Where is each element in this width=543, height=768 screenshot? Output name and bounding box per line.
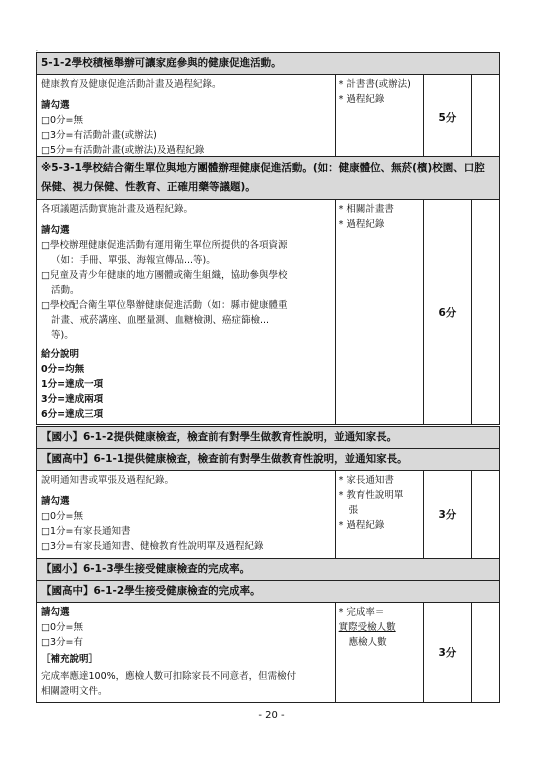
section-header: 5-1-2學校積極舉辦可讓家庭參與的健康促進活動。 (37, 53, 500, 75)
evidence-item: * 過程紀錄 (338, 94, 385, 105)
section-header-secondary: 【國高中】6-1-1提供健康檢查，檢查前有對學生做教育性說明，並通知家長。 (37, 449, 500, 471)
document-requirement: 說明通知書或單張及過程紀錄。 (41, 475, 175, 486)
evidence-item: * 相關計畫書 (338, 204, 394, 215)
check-heading: 請勾選 (41, 607, 70, 618)
evidence-item: * 過程紀錄 (338, 219, 385, 230)
evidence-cell (335, 75, 423, 161)
evidence-cell (335, 603, 423, 703)
supplement-text: 相關證明文件。 (41, 686, 108, 697)
option-item[interactable]: □0分=無 (41, 511, 83, 522)
rating-cell[interactable] (471, 603, 499, 703)
evidence-item: * 教育性說明單 (338, 490, 404, 501)
criteria-table-1 (36, 52, 500, 161)
criteria-table-2 (36, 156, 500, 425)
option-item[interactable]: □3分=有家長通知書、健檢教育性說明單及過程紀錄 (41, 541, 264, 552)
evidence-item: * 過程紀錄 (338, 520, 385, 531)
option-item[interactable]: □5分=有活動計畫(或辦法)及過程紀錄 (41, 145, 205, 156)
rating-cell[interactable] (471, 471, 499, 559)
option-item-cont: （如：手冊、單張、海報宣傳品...等)。 (51, 255, 216, 266)
option-item[interactable]: □1分=有家長通知書 (41, 526, 131, 537)
option-item[interactable]: □兒童及青少年健康的地方團體或衛生組織，協助參與學校 (41, 270, 288, 281)
supplement-heading: ［補充說明］ (41, 654, 99, 665)
criteria-table-3 (36, 426, 500, 703)
page-mark: . (36, 46, 38, 53)
option-item-cont: 計畫、戒菸講座、血壓量測、血糖檢測、癌症篩檢... (51, 315, 270, 326)
option-item[interactable]: □3分=有活動計畫(或辦法) (41, 130, 157, 141)
section-header-secondary: 【國高中】6-1-2學生接受健康檢查的完成率。 (37, 581, 500, 603)
document-requirement: 健康教育及健康促進活動計畫及過程紀錄。 (41, 79, 222, 90)
option-item[interactable]: □3分=有 (41, 637, 83, 648)
option-item[interactable]: □0分=無 (41, 622, 83, 633)
supplement-text: 完成率應達100%，應檢人數可扣除家長不同意者，但需檢付 (41, 671, 297, 682)
check-heading: 請勾選 (41, 496, 70, 507)
criteria-cell (37, 603, 336, 703)
page-number: - 20 - (258, 710, 285, 721)
evidence-item: * 計書書(或辦法) (338, 79, 411, 90)
option-item-cont: 活動。 (51, 285, 80, 296)
evidence-cell (335, 471, 423, 559)
rating-cell[interactable] (471, 75, 499, 161)
scoring-item: 6分=達成三項 (41, 409, 104, 420)
section-header-line: 保健、視力保健、性教育、正確用藥等議題)。 (41, 181, 256, 193)
section-header-elementary: 【國小】6-1-3學生接受健康檢查的完成率。 (37, 559, 500, 581)
option-item-cont: 等)。 (51, 330, 74, 341)
section-header-elementary: 【國小】6-1-2提供健康檢查，檢查前有對學生做教育性說明，並通知家長。 (37, 427, 500, 449)
check-heading: 請勾選 (41, 225, 70, 236)
completion-rate-label: * 完成率＝ (338, 607, 385, 618)
check-heading: 請勾選 (41, 100, 70, 111)
rating-cell[interactable] (471, 200, 499, 425)
criteria-cell (37, 75, 336, 161)
criteria-cell (37, 200, 336, 425)
option-item[interactable]: □學校配合衛生單位舉辦健康促進活動（如：縣市健康體重 (41, 300, 288, 311)
scoring-item: 3分=達成兩項 (41, 394, 104, 405)
evidence-item-cont: 張 (348, 505, 359, 516)
score-cell: 5分 (423, 75, 471, 161)
document-requirement: 各項議題活動實施計畫及過程紀錄。 (41, 204, 194, 215)
scoring-item: 0分=均無 (41, 364, 85, 375)
scoring-item: 1分=達成一項 (41, 379, 104, 390)
score-cell: 6分 (423, 200, 471, 425)
evidence-item: * 家長通知書 (338, 475, 394, 486)
criteria-cell (37, 471, 336, 559)
option-item[interactable]: □學校辦理健康促進活動有運用衛生單位所提供的各項資源 (41, 240, 288, 251)
formula-numerator: 實際受檢人數 (338, 622, 396, 633)
score-cell: 3分 (423, 603, 471, 703)
score-cell: 3分 (423, 471, 471, 559)
section-header-line: ※5-3-1學校結合衛生單位與地方團體辦理健康促進活動。(如：健康體位、無菸(檳)校園、口腔 (41, 162, 485, 174)
evidence-cell (335, 200, 423, 425)
section-header (37, 157, 500, 200)
formula-denominator: 應檢人數 (348, 637, 387, 648)
option-item[interactable]: □0分=無 (41, 115, 83, 126)
scoring-heading: 給分說明 (41, 349, 80, 360)
